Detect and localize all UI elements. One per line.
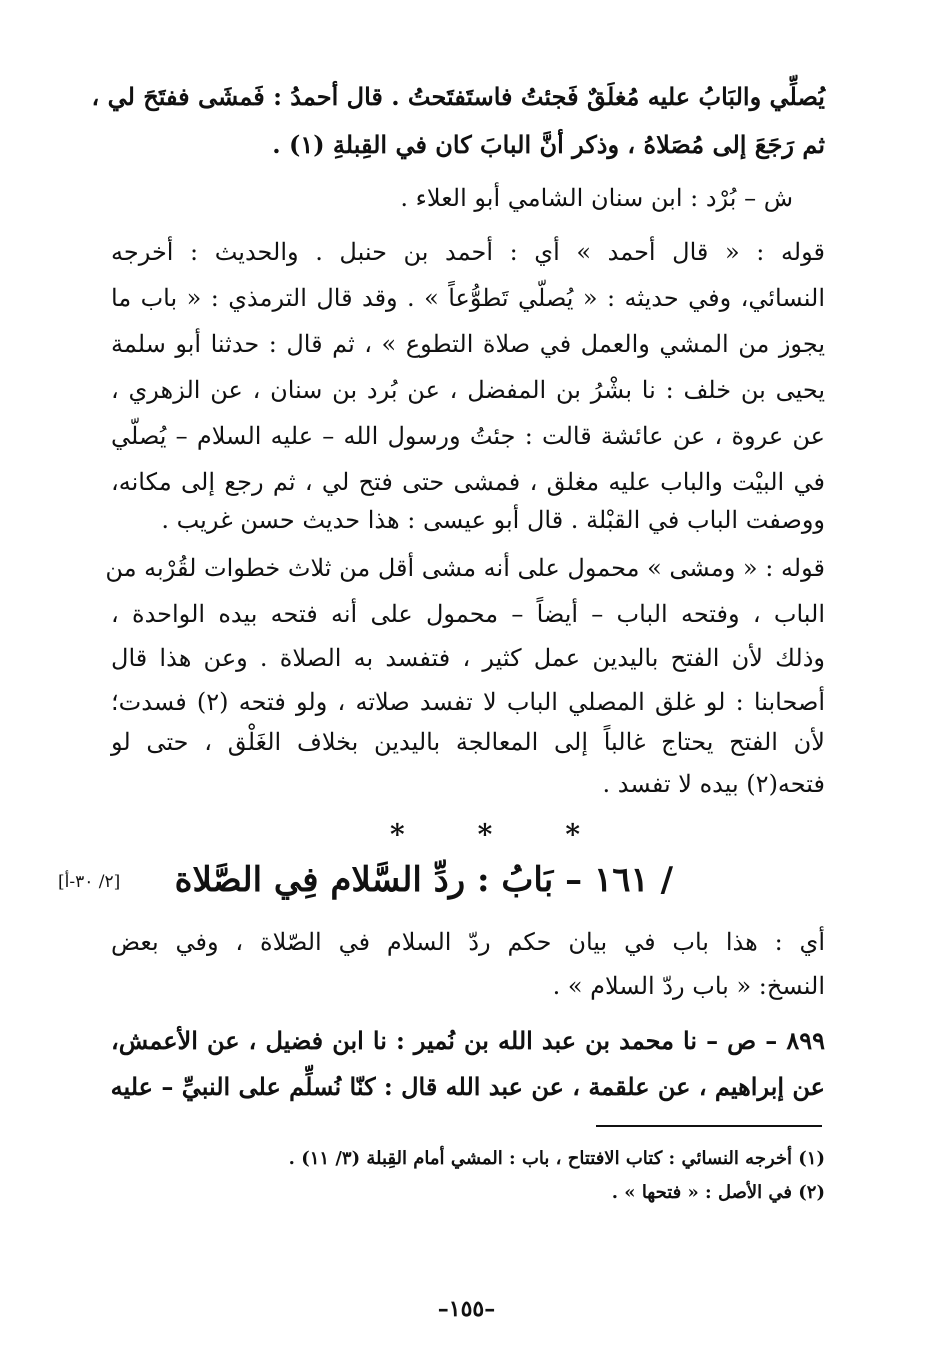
page-number: –١٥٥– <box>437 1296 496 1322</box>
star-glyph: * <box>477 818 493 851</box>
commentary-line: في البيْت والباب عليه مغلق ، فمشى حتى فتح لي ، ثم رجع إلى مكانه، <box>111 468 825 496</box>
commentary-line: أصحابنا : لو غلق المصلي الباب لا تفسد صلاته ، ولو فتحه (٢) فسدت؛ <box>111 688 825 716</box>
commentary-line: فتحه(٢) بيده لا تفسد . <box>602 770 825 798</box>
commentary-line: يجوز من المشي والعمل في صلاة التطوع » ، ثم قال : حدثنا أبو سلمة <box>111 330 825 358</box>
commentary-line: الباب ، وفتحه الباب – أيضاً – محمول على أنه فتحه بيده الواحدة ، <box>111 600 825 628</box>
footnote-separator <box>596 1125 822 1127</box>
star-glyph: * <box>565 818 580 851</box>
section-divider-stars <box>390 818 580 851</box>
chapter-heading: / ١٦١ – بَابُ : ردِّ السَّلام فِي الصَّلاة <box>174 860 673 900</box>
footnote: (٢) في الأصل : « فتحها » . <box>611 1182 825 1203</box>
hadith-line: يُصلِّي والبَابُ عليه مُغلَقٌ فَجئتُ فاستَفتَحتُ . قال أحمدُ : فَمشَى ففتَحَ لي ، <box>91 82 825 111</box>
commentary-line: قوله : « ومشى » محمول على أنه مشى أقل من ثلاث خطوات لقُرْبه من <box>105 554 825 582</box>
hadith-line: عن إبراهيم ، عن علقمة ، عن عبد الله قال : كنّا نُسلِّم على النبيِّ – عليه <box>110 1072 825 1101</box>
manuscript-folio-ref: [٢/ ٣٠-أ] <box>58 872 121 892</box>
hadith-line: ثم رَجَعَ إلى مُصَلاهُ ، وذكر أنَّ البابَ كان في القِبلةِ (١) . <box>272 130 825 159</box>
sharh-line: ش – بُرْد : ابن سنان الشامي أبو العلاء . <box>400 184 793 212</box>
hadith-line: ٨٩٩ – ص – نا محمد بن عبد الله بن نُمير : نا ابن فضيل ، عن الأعمش، <box>111 1026 825 1055</box>
star-glyph: * <box>390 818 405 851</box>
commentary-line: أي : هذا باب في بيان حكم ردّ السلام في الصّلاة ، وفي بعض <box>111 928 825 956</box>
commentary-line: ووصفت الباب في القبْلة . قال أبو عيسى : هذا حديث حسن غريب . <box>161 506 825 534</box>
commentary-line: عن عروة ، عن عائشة قالت : جئتُ ورسول الله – عليه السلام – يُصلّي <box>111 422 825 450</box>
commentary-line: يحيى بن خلف : نا بشْرُ بن المفضل ، عن بُرد بن سنان ، عن الزهري ، <box>111 376 825 404</box>
commentary-line: وذلك لأن الفتح باليدين عمل كثير ، فتفسد به الصلاة . وعن هذا قال <box>111 644 825 672</box>
commentary-line: النسائي، وفي حديثه : « يُصلّي تَطوُّعاً » . وقد قال الترمذي : « باب ما <box>111 284 825 312</box>
footnote: (١) أخرجه النسائي : كتاب الافتتاح ، باب : المشي أمام القِبلة (٣/ ١١) . <box>288 1148 825 1169</box>
commentary-line: النسخ: « باب ردّ السلام » . <box>552 972 825 1000</box>
commentary-line: قوله : « قال أحمد » أي : أحمد بن حنبل . والحديث : أخرجه <box>111 238 825 266</box>
commentary-line: لأن الفتح يحتاج غالباً إلى المعالجة باليدين بخلاف الغَلْق ، حتى لو <box>111 728 825 756</box>
